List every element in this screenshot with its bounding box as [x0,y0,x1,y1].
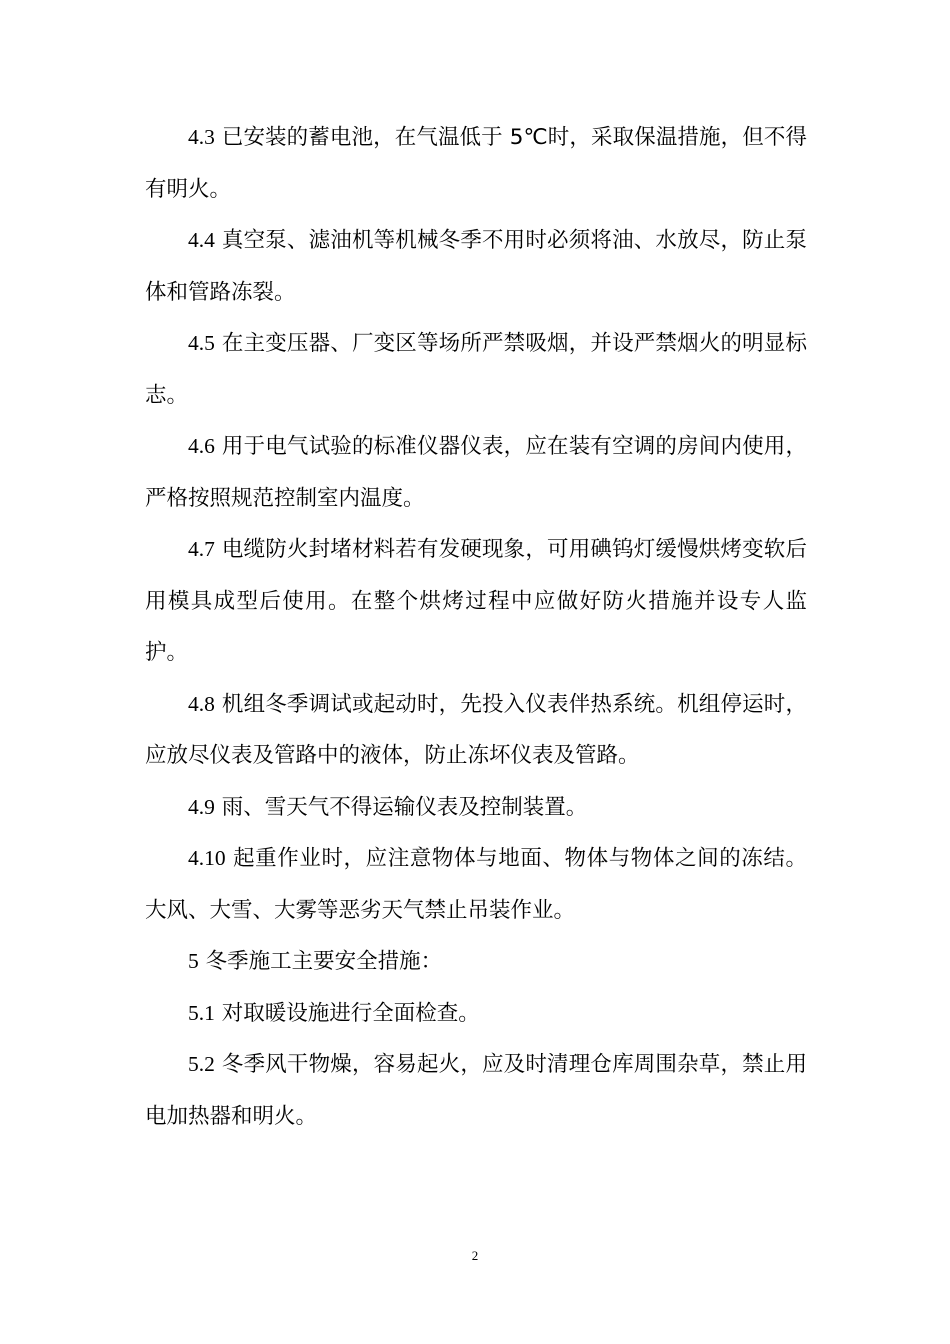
paragraph-5-2 [145,1039,807,1142]
clause-text: 电缆防火封堵材料若有发硬现象，可用碘钨灯缓慢烘烤变软后用模具成型后使用。在整个烘烤过程中应做好防火措施并设专人监护。 [145,537,807,665]
clause-text: 用于电气试验的标准仪器仪表，应在装有空调的房间内使用，严格按照规范控制室内温度。 [145,434,807,511]
clause-number: 4.5 [188,331,215,355]
clause-number: 5 [188,949,199,973]
clause-number: 4.7 [188,537,215,561]
paragraph-4-8 [145,679,807,782]
clause-number: 4.8 [188,691,215,716]
paragraph-4-4 [145,215,807,318]
clause-text: 雨、雪天气不得运输仪表及控制装置。 [221,794,588,820]
paragraph-4-6 [145,421,807,524]
clause-text: 已安装的蓄电池，在气温低于 5℃时，采取保温措施，但不得有明火。 [145,125,807,202]
paragraph-5-1 [145,988,807,1040]
clause-text: 起重作业时，应注意物体与地面、物体与物体之间的冻结。大风、大雪、大雾等恶劣天气禁止吊装作业。 [145,846,807,923]
clause-text: 真空泵、滤油机等机械冬季不用时必须将油、水放尽，防止泵体和管路冻裂。 [145,228,807,305]
page-number: 2 [471,1248,479,1263]
clause-number: 4.6 [188,434,215,458]
paragraph-4-7 [145,524,807,679]
clause-text: 对取暖设施进行全面检查。 [221,1000,480,1026]
clause-number: 5.2 [188,1052,215,1076]
clause-number: 4.10 [188,846,226,870]
clause-number: 4.4 [188,228,215,252]
clause-text: 机组冬季调试或起动时，先投入仪表伴热系统。机组停运时，应放尽仪表及管路中的液体，防止冻坏仪表及管路。 [145,691,807,768]
paragraph-4-5 [145,318,807,421]
section-heading-5 [145,936,807,988]
document-body [145,112,807,1142]
clause-text: 冬季风干物燥，容易起火，应及时清理仓库周围杂草，禁止用电加热器和明火。 [145,1052,807,1129]
clause-text: 在主变压器、厂变区等场所严禁吸烟，并设严禁烟火的明显标志。 [145,331,807,408]
paragraph-4-9 [145,782,807,834]
clause-number: 5.1 [188,1000,215,1025]
paragraph-4-3 [145,112,807,215]
paragraph-4-10 [145,833,807,936]
clause-text: 冬季施工主要安全措施： [205,949,443,974]
clause-number: 4.3 [188,125,215,149]
clause-number: 4.9 [188,794,215,819]
